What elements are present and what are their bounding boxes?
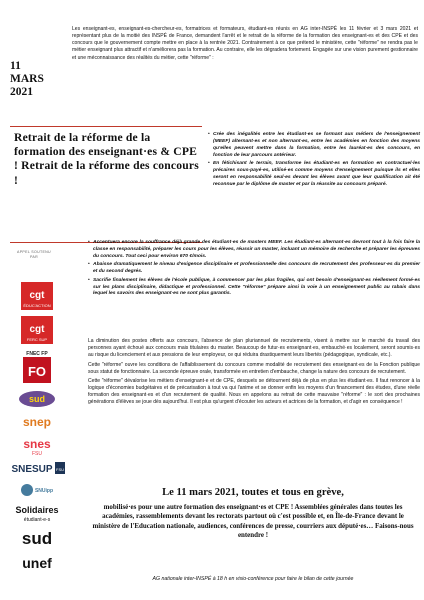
snesup-fsu-logo — [6, 458, 68, 478]
logo-text: SNUipp — [34, 488, 54, 494]
date-day: 11 — [10, 60, 21, 72]
snes-fsu-logo — [6, 434, 68, 456]
logo-sub: FSU — [56, 467, 64, 472]
snep-fsu-logo — [6, 412, 68, 432]
body-paragraph: Cette "réforme" dévalorise les métiers d'enseignant·e et de CPE, desquels se détournent déjà de plus en plus les étudiant·es. Il faut renoncer à la logique d'économies budgétaires et de précarisation à tout va qui l'anime et se donner enfin les moyens d'un financement des études, d'une réelle formation des enseignant·es et d'un recrutement de qualité. Nous en appelons au retrait de cette mauvaise "réforme" : le sort des prochaines générations d'élèves se joue dès aujourd'hui. Il est plus qu'urgent d'écouter les acteurs et actrices de la formation, et d'agir en conséquence ! — [88, 378, 420, 406]
fnecfp-fo-logo — [6, 348, 68, 386]
logo-sub: FSU — [32, 451, 42, 456]
page-title: Retrait de la réforme de la formation des enseignant·es & CPE ! Retrait de la réforme des concours ! — [14, 131, 199, 187]
strike-headline: Le 11 mars 2021, toutes et tous en grève, — [162, 487, 344, 498]
sud-logo — [6, 526, 68, 550]
logo-text: FNEC FP — [26, 351, 48, 357]
logo-text: snep — [22, 415, 52, 429]
intro-paragraph: Les enseignant-es, enseignant-es-chercheur-es, formatrices et formateurs, étudiant-es réunis en AG inter-INSPÉ les 11 février et 3 mars 2021 et représentant plus de la moitié des INSPÉ de France, demandent l'arrêt et le retrait de la réforme de la formation des enseignant-es et des CPE et des concours que le gouvernement compte mettre en place à la rentrée 2021. Contrairement à ce que prétend le ministère, cette "réforme" ne rendra pas le métier enseignant plus attractif et n'améliorera pas la formation. Au contraire, elle les dégradera fortement. Engagée sur une vision purement gestionnaire et une méconnaissance des réalités du métier, cette "réforme" : — [72, 26, 418, 61]
logo-sub: FO — [27, 364, 47, 379]
list-item: • Sacrifie finalement les élèves de l'école publique, à commencer par les plus fragiles, qui ont besoin d'enseignant·es réellement formé·es sur les plans disciplinaire, didactique et professionnel. Cette "réforme" prépare ainsi la voie à un enseignement public au rabais dans lequel les savoirs des enseignant·es ne sont plus garantis. — [88, 278, 420, 299]
logo-text: Solidaires — [15, 505, 59, 515]
sud-education-logo — [6, 388, 68, 410]
date-year: 2021 — [10, 86, 33, 98]
list-item: • Abaisse dramatiquement le niveau d'exigence disciplinaire et professionnelle des concours de recrutement des professeur·es du premier et du second degrés. — [88, 262, 420, 276]
logo-sub: étudiant-e-s — [23, 517, 51, 523]
right-bullet-list — [208, 132, 420, 190]
logo-text: cgt — [29, 290, 45, 301]
solidaires-etudiants-logo — [6, 502, 68, 524]
footer-note: AG nationale inter-INSPÉ à 18 h en visio-conférence pour faire le bilan de cette journée — [152, 576, 354, 582]
left-bullet-list — [88, 240, 420, 300]
snuipp-fsu-logo — [6, 480, 68, 500]
date-month: MARS — [10, 73, 44, 85]
body-text — [88, 338, 420, 409]
list-item: • En fétichisant le terrain, transforme les étudiant·es en formation en contractuel·les précaires sous-payé·es, utilisé·es comme moyens d'enseignement puisque ils et elles seront en responsabilité seul·es devant les élèves avant que leur qualification ait été reconnue par le diplôme de master et par la réussite au concours préparé. — [208, 161, 420, 189]
list-item: • Accentuera encore la souffrance déjà grande des étudiant·es de masters MEEF. Les étudiant·es alternant·es devront tout à la fois faire la classe en responsabilité, préparer les cours pour les élèves, réussir un master, incluant un mémoire de recherche et préparer les épreuves du concours. Tout ceci pour environ 670 €/mois. — [88, 240, 420, 261]
support-caption: APPEL SOUTENU PAR — [17, 250, 51, 259]
body-paragraph: La diminution des postes offerts aux concours, l'absence de plan pluriannuel de recrutements, visent à mettre sur le marché du travail des personnes ayant échoué aux concours mais titulaires du master. Beaucoup de futur·es enseignant·es, embauché·es localement, seront soumis·es au risque du licenciement et aux pressions de leur employeur, ce qui réduira drastiquement leurs libertés (pédagogique, syndicale, etc.). — [88, 338, 420, 359]
logo-text: sud — [28, 394, 46, 404]
unef-logo — [6, 552, 68, 574]
date-block — [10, 60, 62, 99]
list-item: • Crée des inégalités entre les étudiant·es se formant aux métiers de l'enseignement (MEEF) alternant·es et non alternant·es, entre les académies en fonction des moyens qu'elles peuvent mettre dans la formation, entre les lauréat·es des concours, en fonction de leur parcours antérieur. — [208, 132, 420, 160]
strike-call: mobilisé·es pour une autre formation des enseignant·es et CPE ! Assemblées générales dans toutes les académies, rassemblements devant les rectorats partout où c'est possible et, en Île-de-France devant le ministère de l'Education nationale, audiences, conférences de presse, courriers aux député·es… Faisons-nous entendre ! — [92, 503, 414, 539]
logo-sub: FERC SUP — [26, 337, 48, 342]
logo-sub: ÉDUC'ACTION — [23, 303, 51, 308]
logo-text: SNESUP — [11, 464, 53, 475]
logo-text: snes — [23, 437, 51, 451]
cgt-ferc-logo — [6, 314, 68, 346]
body-paragraph: Cette "réforme" ouvre les conditions de l'affaiblissement du concours comme modalité de recrutement des enseignant·es de la Fonction publique sous statut de fonctionnaire. La seconde épreuve orale, transformée en entretien d'embauche, change la nature des concours de recrutement. — [88, 361, 420, 375]
logo-text: unef — [22, 555, 52, 571]
logo-text: cgt — [29, 324, 45, 335]
cgt-educaction-logo — [6, 280, 68, 312]
logo-text: sud — [21, 529, 53, 548]
